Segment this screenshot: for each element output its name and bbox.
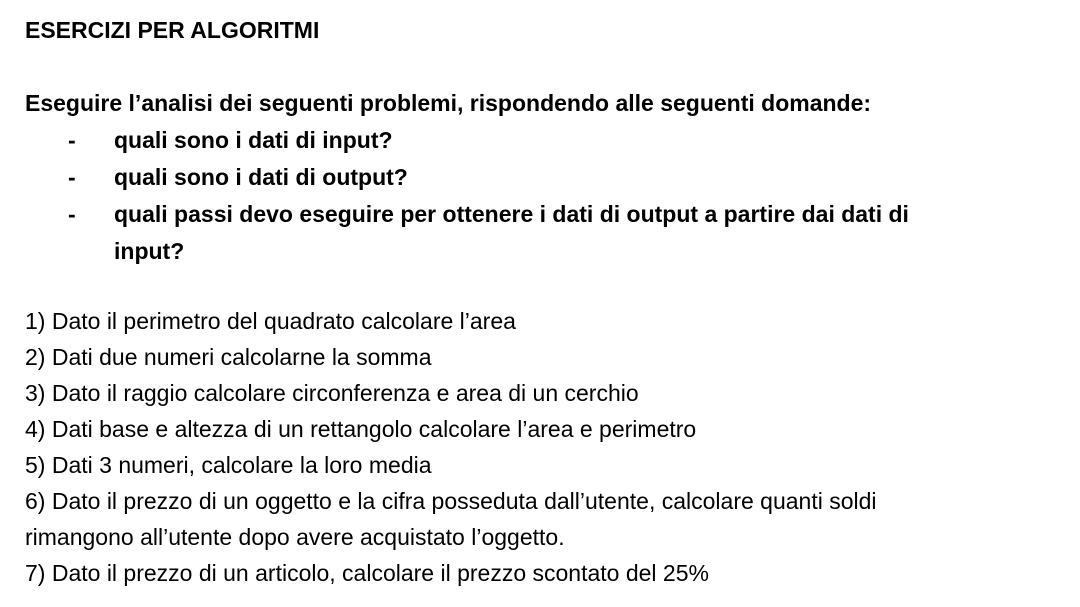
exercise-item: 3) Dato il raggio calcolare circonferenza e area di un cerchio bbox=[25, 380, 639, 406]
exercise-item: 2) Dati due numeri calcolarne la somma bbox=[25, 344, 432, 370]
document-title: ESERCIZI PER ALGORITMI bbox=[25, 17, 320, 43]
question-text: quali sono i dati di input? bbox=[114, 127, 393, 153]
exercises-list bbox=[25, 303, 877, 591]
instructions-heading: Eseguire l’analisi dei seguenti problemi, rispondendo alle seguenti domande: bbox=[25, 90, 872, 116]
question-item bbox=[0, 122, 909, 159]
exercise-item: 5) Dati 3 numeri, calcolare la loro media bbox=[25, 452, 432, 478]
question-item bbox=[0, 196, 909, 233]
exercise-item: 6) Dato il prezzo di un oggetto e la cifra posseduta dall’utente, calcolare quanti soldi bbox=[25, 488, 877, 514]
bullet-dash: - bbox=[68, 127, 76, 153]
exercise-item: 7) Dato il prezzo di un articolo, calcolare il prezzo scontato del 25% bbox=[25, 560, 709, 586]
bullet-dash: - bbox=[68, 164, 76, 190]
questions-list bbox=[0, 122, 909, 270]
bullet-dash: - bbox=[68, 201, 76, 227]
exercise-item-continuation: rimangono all’utente dopo avere acquistato l’oggetto. bbox=[25, 524, 565, 550]
exercise-item: 4) Dati base e altezza di un rettangolo calcolare l’area e perimetro bbox=[25, 416, 697, 442]
question-text: quali passi devo eseguire per ottenere i dati di output a partire dai dati di bbox=[114, 201, 909, 227]
question-text: quali sono i dati di output? bbox=[114, 164, 408, 190]
question-item-continuation bbox=[0, 233, 909, 270]
question-item bbox=[0, 159, 909, 196]
exercise-item: 1) Dato il perimetro del quadrato calcolare l’area bbox=[25, 308, 516, 334]
question-text: input? bbox=[114, 238, 185, 264]
